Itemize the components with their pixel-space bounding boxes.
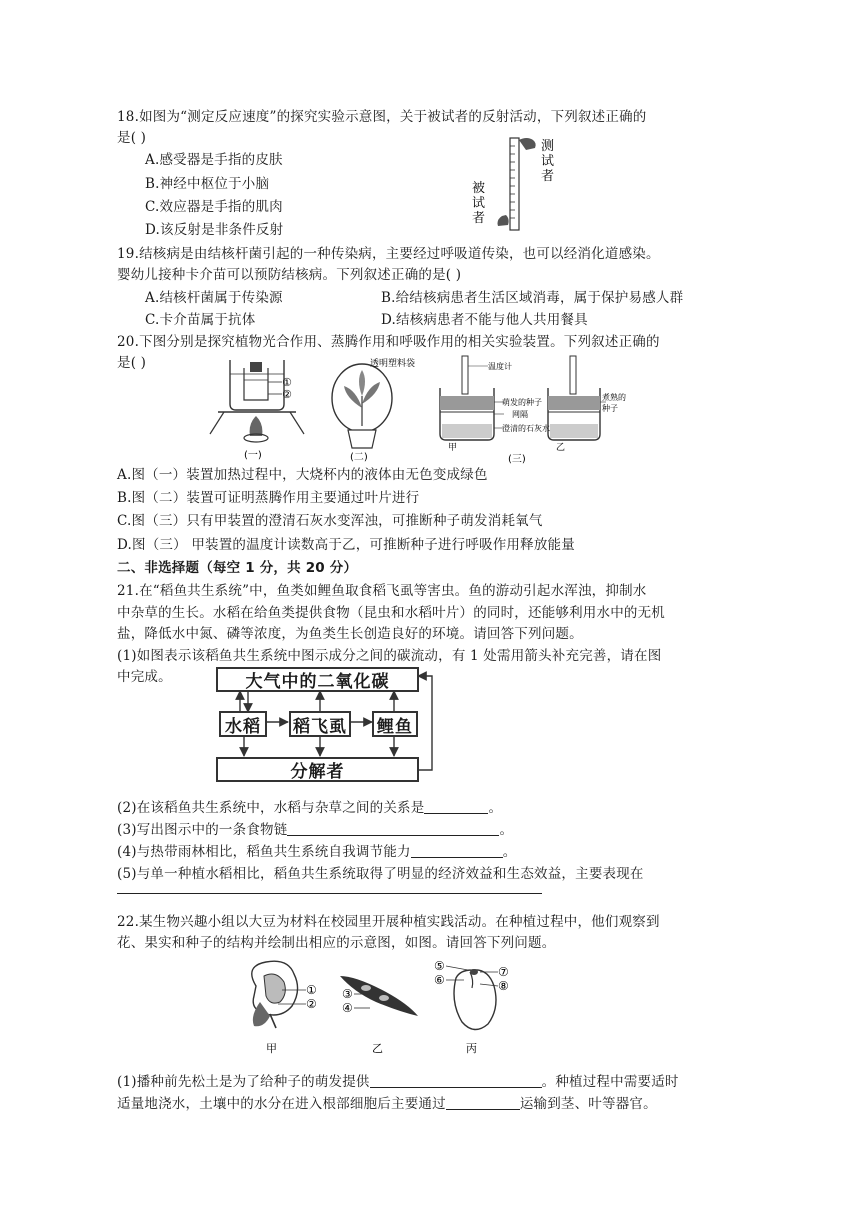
- q19-option-a: A.结核杆菌属于传染源: [145, 290, 283, 306]
- q22-part1-blank2[interactable]: [446, 1095, 520, 1110]
- q18-option-b: B.神经中枢位于小脑: [145, 176, 270, 192]
- q21-part4: [117, 842, 516, 862]
- q20-option-a: A.图（一）装置加热过程中，大烧杯内的液体由无色变成绿色: [117, 467, 488, 483]
- marker-5: ⑤: [434, 959, 445, 973]
- q22-part1-text-a: (1)播种前先松土是为了给种子的萌发提供: [117, 1074, 370, 1090]
- fig-bing-label: 丙: [466, 1042, 477, 1055]
- marker-3: ③: [342, 987, 353, 1001]
- co2-box: 大气中的二氧化碳: [216, 667, 419, 692]
- section-two-title: 二、非选择题（每空 1 分，共 20 分）: [117, 560, 358, 576]
- q22-stem-line2: 花、果实和种子的结构并绘制出相应的示意图，如图。请回答下列问题。: [117, 935, 556, 951]
- fig1-marker-1: ①: [282, 376, 292, 389]
- seed-drawing-bing: [434, 959, 509, 1055]
- q22-stem-line1: 22.某生物兴趣小组以大豆为材料在校园里开展种植实践活动。在种植过程中，他们观察到: [117, 914, 660, 930]
- q22-part1-line2: [117, 1094, 657, 1114]
- q21-part4-end: 。: [502, 844, 517, 860]
- q22-part1-blank1[interactable]: [370, 1073, 542, 1088]
- fig3-jia-label: 甲: [448, 443, 458, 453]
- decomposer-box: 分解者: [216, 757, 419, 782]
- fig3-caption: (三): [508, 454, 526, 465]
- marker-6: ⑥: [434, 973, 445, 987]
- q21-stem-line2: 中杂草的生长。水稻在给鱼类提供食物（昆虫和水稻叶片）的同时，还能够利用水中的无机: [117, 605, 665, 621]
- tester-label-1: 测: [541, 139, 555, 154]
- q21-part2: [117, 798, 502, 818]
- q18-stem-line2: 是( ): [117, 130, 147, 146]
- fig3-lime-label: 澄清的石灰水: [502, 424, 550, 433]
- q20-option-d: D.图（三） 甲装置的温度计读数高于乙，可推断种子进行呼吸作用释放能量: [117, 537, 575, 553]
- q21-part1-line1: (1)如图表示该稻鱼共生系统中图示成分之间的碳流动，有 1 处需用箭头补充完善，请在图: [117, 648, 662, 664]
- q19-stem-line2: 婴幼儿接种卡介苗可以预防结核病。下列叙述正确的是( ): [117, 267, 462, 283]
- q19-option-b: B.给结核病患者生活区域消毒，属于保护易感人群: [381, 290, 684, 306]
- figure-two-plant-bag: [326, 356, 426, 462]
- q18-option-a: A.感受器是手指的皮肤: [145, 152, 283, 168]
- marker-7: ⑦: [498, 965, 509, 979]
- pod-drawing-yi: [340, 976, 418, 1055]
- q20-stem-line1: 20.下图分别是探究植物光合作用、蒸腾作用和呼吸作用的相关实验装置。下列叙述正确的: [117, 334, 660, 350]
- q20-option-c: C.图（三）只有甲装置的澄清石灰水变浑浊，可推断种子萌发消耗氧气: [117, 513, 543, 529]
- q20-option-b: B.图（二）装置可证明蒸腾作用主要通过叶片进行: [117, 490, 420, 506]
- fig2-bag-label: 透明塑料袋: [370, 359, 416, 369]
- figure-three-respiration-setup: [426, 352, 626, 465]
- q18-option-d: D.该反射是非条件反射: [145, 222, 284, 238]
- q21-part5-blank[interactable]: [117, 879, 542, 894]
- figure-one-water-bath: [208, 352, 312, 462]
- q21-part2-blank[interactable]: [424, 799, 488, 814]
- q21-part3-end: 。: [499, 822, 514, 838]
- fig1-caption: (一): [244, 450, 262, 461]
- fig3-thermo-label: 温度计: [488, 362, 512, 371]
- fig-yi-label: 乙: [372, 1042, 383, 1055]
- fig1-marker-2: ②: [282, 388, 292, 401]
- flower-drawing-jia: [252, 961, 317, 1055]
- reaction-ruler-figure: [462, 134, 572, 234]
- q21-part3: [117, 820, 513, 840]
- fig3-seeds-label: 萌发的种子: [502, 398, 542, 407]
- q22-part1-text-d: 运输到茎、叶等器官。: [519, 1096, 657, 1112]
- marker-1: ①: [306, 983, 317, 997]
- subject-label-3: 者: [472, 211, 486, 226]
- q21-part2-text: (2)在该稻鱼共生系统中，水稻与杂草之间的关系是: [117, 800, 425, 816]
- q21-part3-text: (3)写出图示中的一条食物链: [117, 822, 288, 838]
- q21-part4-text: (4)与热带雨林相比，稻鱼共生系统自我调节能力: [117, 844, 411, 860]
- rice-box: 水稻: [219, 711, 267, 737]
- tester-label-3: 者: [541, 169, 555, 184]
- fig3-boiled-label-1: 煮熟的: [602, 393, 626, 402]
- fig-jia-label: 甲: [266, 1042, 277, 1055]
- q19-stem-line1: 19.结核病是由结核杆菌引起的一种传染病，主要经过呼吸道传染，也可以经消化道感染。: [117, 246, 660, 262]
- subject-label-2: 试: [472, 196, 486, 211]
- q22-part1-text-c: 适量地浇水，土壤中的水分在进入根部细胞后主要通过: [117, 1096, 446, 1112]
- q19-option-d: D.结核病患者不能与他人共用餐具: [381, 312, 588, 328]
- q21-part5: (5)与单一种植水稻相比，稻鱼共生系统取得了明显的经济效益和生态效益，主要表现在: [117, 866, 644, 882]
- q22-part1-line1: [117, 1072, 679, 1092]
- marker-4: ④: [342, 1001, 353, 1015]
- planthopper-box: 稻飞虱: [289, 711, 351, 737]
- q18-option-c: C.效应器是手指的肌肉: [145, 199, 283, 215]
- marker-2: ②: [306, 997, 317, 1011]
- fig3-net-label: 网隔: [512, 410, 528, 419]
- fig2-caption: (二): [350, 452, 368, 463]
- subject-label-1: 被: [472, 181, 486, 196]
- fig3-boiled-label-2: 种子: [602, 404, 618, 413]
- q21-part3-blank[interactable]: [287, 821, 499, 836]
- q21-stem-line3: 盐，降低水中氮、磷等浓度，为鱼类生长创造良好的环境。请回答下列问题。: [117, 626, 583, 642]
- q21-part4-blank[interactable]: [411, 843, 503, 858]
- q18-stem-line1: 18.如图为“测定反应速度”的探究实验示意图，关于被试者的反射活动，下列叙述正确的: [117, 109, 647, 125]
- fig3-yi-label: 乙: [556, 443, 566, 453]
- soybean-structures-figure: [236, 956, 526, 1060]
- marker-8: ⑧: [498, 979, 509, 993]
- carp-box: 鲤鱼: [372, 711, 418, 737]
- q19-option-c: C.卡介苗属于抗体: [145, 312, 256, 328]
- q21-part2-end: 。: [488, 800, 503, 816]
- q21-part1-line2: 中完成。: [117, 669, 172, 685]
- tester-label-2: 试: [541, 154, 555, 169]
- q22-part1-text-b: 。种植过程中需要适时: [541, 1074, 679, 1090]
- q20-stem-line2: 是( ): [117, 355, 147, 371]
- q21-stem-line1: 21.在“稻鱼共生系统”中，鱼类如鲤鱼取食稻飞虱等害虫。鱼的游动引起水浑浊，抑制水: [117, 583, 647, 599]
